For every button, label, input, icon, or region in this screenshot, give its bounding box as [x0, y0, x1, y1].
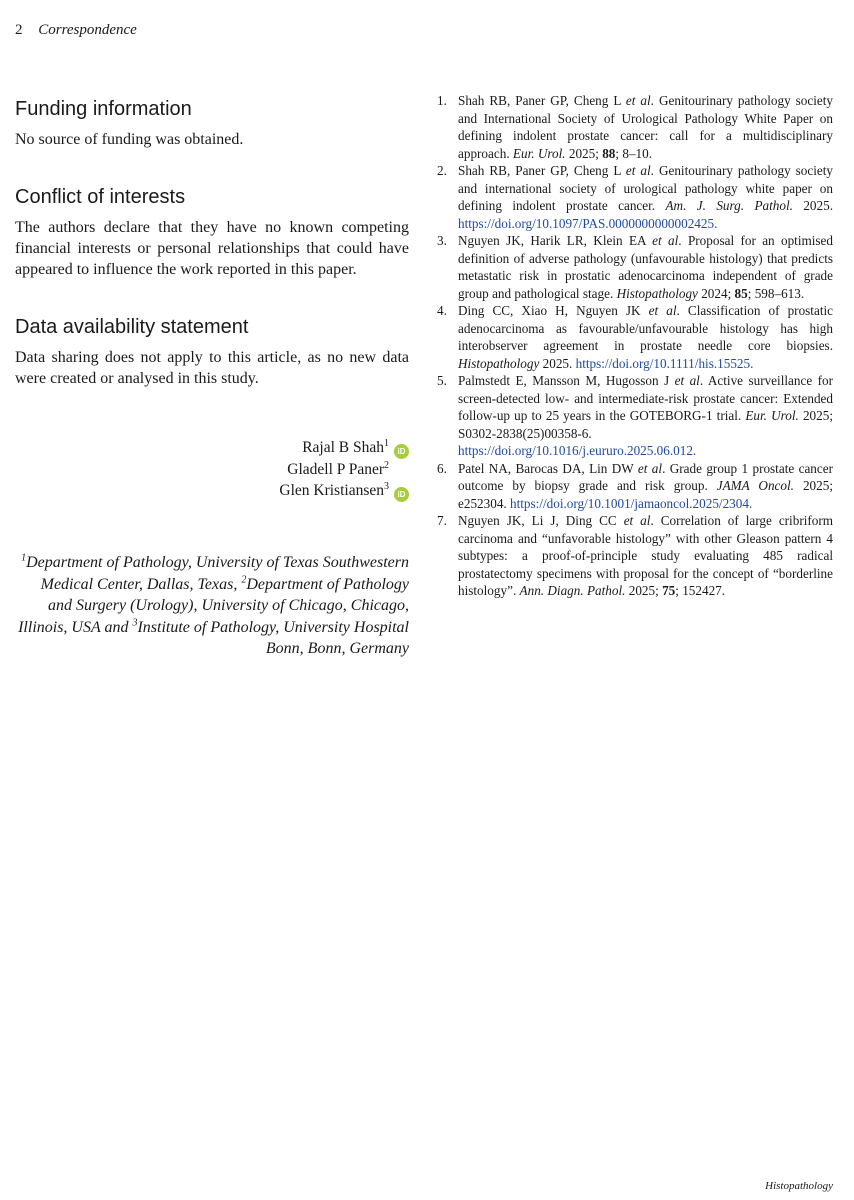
- author-name: Gladell P Paner: [287, 461, 384, 478]
- reference-item: 6. Patel NA, Barocas DA, Lin DW et al. Grade group 1 prostate cancer outcome by biopsy grade and risk group. JAMA Oncol. 2025; e252304. https://doi.org/10.1001/jamaoncol.2025/2304.: [437, 460, 833, 511]
- reference-list: [437, 92, 833, 600]
- author-affiliation-sup: 1: [384, 437, 389, 449]
- author-affiliation-sup: 2: [384, 459, 389, 471]
- author-name: Rajal B Shah: [302, 439, 384, 456]
- affiliation-3: Institute of Pathology, University Hospital Bonn, Bonn, Germany: [137, 618, 409, 657]
- orcid-icon[interactable]: iD: [394, 444, 409, 459]
- reference-item: 4. Ding CC, Xiao H, Nguyen JK et al. Classification of prostatic adenocarcinoma as favourable/unfavourable histology has high interobserver agreement in prostate needle core biopsies. Histopathology 2025. https://doi.org/10.1111/his.15525.: [437, 303, 833, 371]
- data-availability-heading: Data availability statement: [15, 316, 249, 338]
- affiliation-1: Department of Pathology, University of Texas Southwestern Medical Center, Dallas, Texas,: [26, 554, 409, 593]
- affiliations: $^1$Department of Pathology, University of Texas Southwestern Medical Center, Dallas, Texas, $^2$Department of Pathology and Surgery (Urology), University of Chicago, Chicago, Illinois, USA and $^3$Institute of Pathology, University Hospital Bonn, Bonn, Germany: [18, 552, 409, 657]
- page-footer-journal: Histopathology: [765, 1180, 833, 1192]
- data-availability-text: Data sharing does not apply to this article, as no new data were created or analysed in this study.: [15, 349, 409, 387]
- funding-text: No source of funding was obtained.: [15, 131, 244, 148]
- conflict-section: [15, 186, 409, 280]
- author: [15, 437, 409, 459]
- reference-item: 7. Nguyen JK, Li J, Ding CC et al. Correlation of large cribriform carcinoma and “unfavorable histology” with other Gleason pattern 4 subtypes: a proof-of-principle study evaluating 485 radical prostatectomy specimens with proposal for the concept of “borderline histology”. Ann. Diagn. Pathol. 2025; 75; 152427.: [437, 513, 834, 598]
- doi-link[interactable]: https://doi.org/10.1097/PAS.0000000000002425.: [458, 215, 718, 231]
- author-list: [15, 437, 409, 502]
- orcid-icon[interactable]: iD: [394, 487, 409, 502]
- journal-section: Correspondence: [38, 22, 137, 38]
- reference-item: 3. Nguyen JK, Harik LR, Klein EA et al. Proposal for an optimised definition of adverse pathology (unfavourable histology) that predicts metastatic risk in prostatic adenocarcinoma independent of grade group and pathological stage. Histopathology 2024; 85; 598–613.: [437, 233, 834, 301]
- conflict-text: The authors declare that they have no known competing financial interests or personal relationships that could have appeared to influence the work reported in this paper.: [15, 219, 409, 278]
- author: [15, 480, 409, 502]
- reference-item: 1. Shah RB, Paner GP, Cheng L et al. Genitourinary pathology society and International Society of Urological Pathology White Paper on defining indolent prostate cancer: call for a multidisciplinary approach. Eur. Urol. 2025; 88; 8–10.: [437, 93, 833, 161]
- funding-section: [15, 98, 409, 150]
- reference-item: 5. Palmstedt E, Mansson M, Hugosson J et al. Active surveillance for screen-detected low- and intermediate-risk prostate cancer: Extended follow-up up to 25 years in the GOTEBORG-1 trial. Eur. Urol. 2025; S0302-2838(25)00358-6. https://doi.org/10.1016/j.eururo.2025.06.012.: [437, 373, 834, 458]
- page-number: 2: [15, 22, 23, 38]
- reference-item: 2. Shah RB, Paner GP, Cheng L et al. Genitourinary pathology society and international society of urological pathology white paper on defining indolent prostate cancer. Am. J. Surg. Pathol. 2025. https://doi.org/10.1097/PAS.0000000000002425.: [437, 163, 833, 231]
- author-name: Glen Kristiansen: [279, 482, 384, 499]
- affiliation-2: Department of Pathology and Surgery (Urology), University of Chicago, Chicago, Illinois, USA and: [18, 575, 409, 636]
- doi-link[interactable]: https://doi.org/10.1001/jamaoncol.2025/2304.: [510, 495, 753, 511]
- author-affiliation-sup: 3: [384, 480, 389, 492]
- conflict-heading: Conflict of interests: [15, 186, 186, 208]
- doi-link[interactable]: https://doi.org/10.1016/j.eururo.2025.06.012.: [458, 443, 697, 458]
- funding-heading: Funding information: [15, 98, 192, 120]
- doi-link[interactable]: https://doi.org/10.1111/his.15525.: [575, 355, 754, 371]
- data-availability-section: [15, 316, 409, 389]
- left-column: [15, 98, 409, 660]
- page-header: [15, 22, 137, 39]
- author: [15, 459, 409, 480]
